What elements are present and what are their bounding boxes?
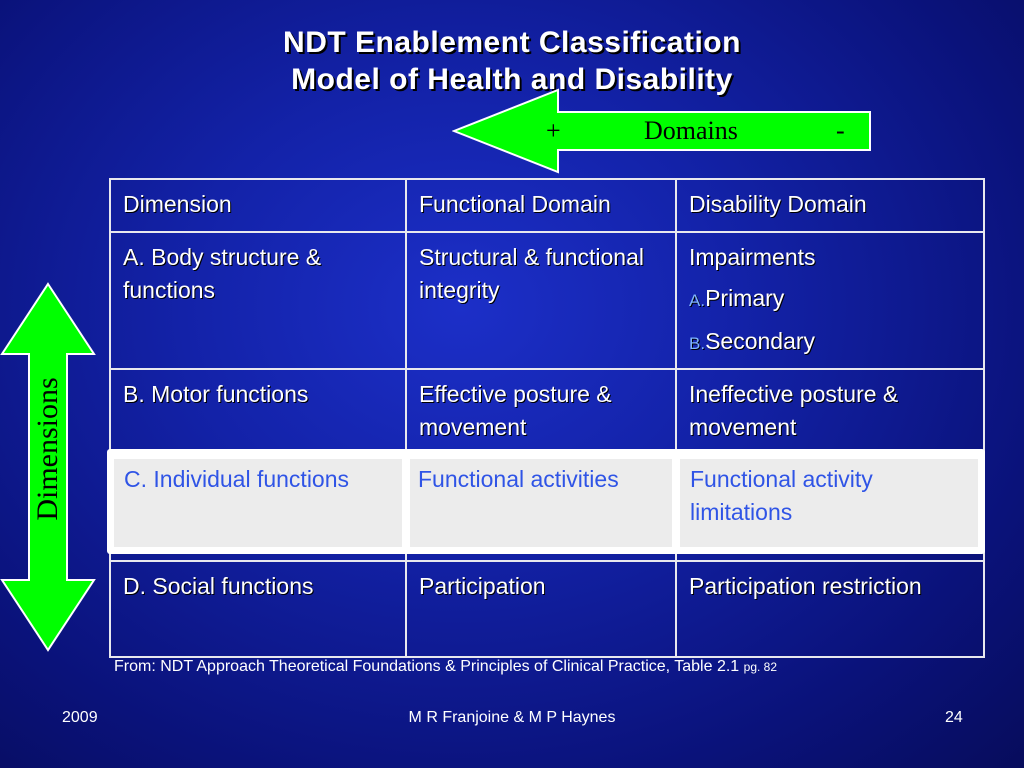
cell-functional: Structural & functional integrity bbox=[406, 232, 676, 369]
highlighted-cell-functional: Functional activities bbox=[410, 459, 672, 547]
cell-dimension: D. Social functions bbox=[110, 561, 406, 657]
highlighted-cell-dimension: C. Individual functions bbox=[114, 459, 402, 547]
sub-item-text: Secondary bbox=[705, 328, 816, 354]
cell-disability bbox=[676, 232, 984, 369]
disability-text: Impairments bbox=[689, 244, 816, 270]
cell-functional: Effective posture & movement bbox=[406, 369, 676, 465]
sub-item-letter: A. bbox=[689, 291, 706, 310]
highlighted-cell-disability: Functional activity limitations bbox=[680, 459, 978, 547]
sub-item-primary bbox=[689, 282, 971, 317]
source-page: pg. 82 bbox=[743, 660, 778, 674]
dimensions-label: Dimensions bbox=[31, 377, 64, 521]
footer-page-number: 24 bbox=[945, 709, 963, 726]
classification-table bbox=[109, 178, 985, 658]
source-citation bbox=[114, 656, 777, 678]
table-header-row bbox=[110, 179, 984, 232]
footer-authors: M R Franjoine & M P Haynes bbox=[408, 709, 616, 726]
cell-dimension: A. Body structure & functions bbox=[110, 232, 406, 369]
cell-dimension: B. Motor functions bbox=[110, 369, 406, 465]
domains-label: Domains bbox=[644, 116, 738, 145]
footer-year: 2009 bbox=[62, 709, 98, 726]
cell-disability: Ineffective posture & movement bbox=[676, 369, 984, 465]
table-row bbox=[110, 232, 984, 369]
domains-plus-sign: + bbox=[546, 116, 561, 145]
sub-item-letter: B. bbox=[689, 334, 706, 353]
table-row bbox=[110, 561, 984, 657]
header-functional-domain: Functional Domain bbox=[406, 179, 676, 232]
title-line-1: NDT Enablement Classification bbox=[283, 26, 741, 59]
source-text: From: NDT Approach Theoretical Foundations & Principles of Clinical Practice, Table 2.1 bbox=[114, 658, 740, 675]
domains-minus-sign: - bbox=[836, 116, 845, 145]
slide-title bbox=[0, 24, 1024, 98]
header-dimension: Dimension bbox=[110, 179, 406, 232]
cell-functional: Participation bbox=[406, 561, 676, 657]
header-disability-domain: Disability Domain bbox=[676, 179, 984, 232]
sub-item-secondary bbox=[689, 325, 971, 360]
sub-item-text: Primary bbox=[705, 285, 785, 311]
cell-disability: Participation restriction bbox=[676, 561, 984, 657]
title-line-2: Model of Health and Disability bbox=[291, 63, 733, 96]
